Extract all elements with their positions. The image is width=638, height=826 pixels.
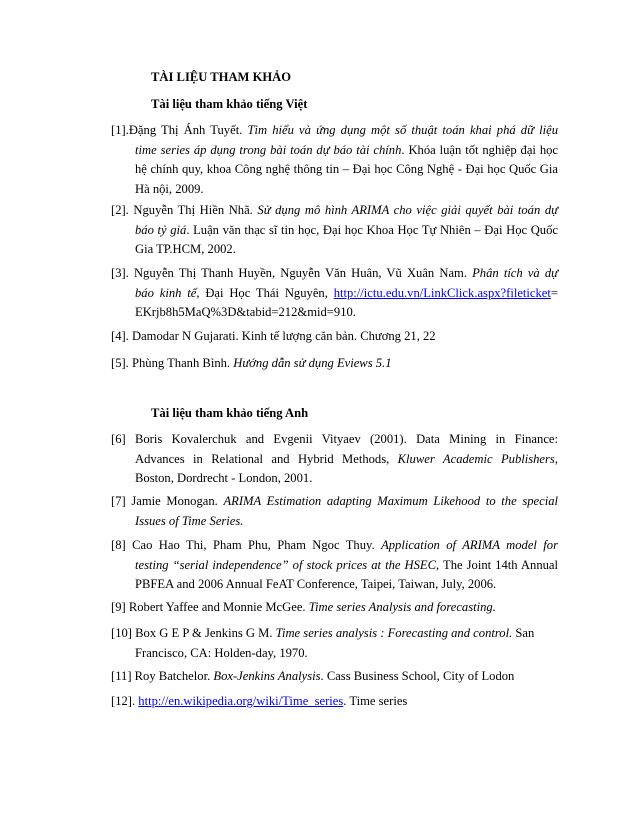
reference-6-line-3: Boston, Dordrecht - London, 2001. (135, 471, 313, 486)
section-heading-vietnamese: Tài liệu tham khảo tiếng Việt (151, 97, 308, 111)
reference-1-title: Tìm hiểu và ứng dụng một số thuật toán khai phá dữ liệu (247, 123, 558, 137)
reference-10-title: Time series analysis : Forecasting and control. (275, 626, 513, 640)
reference-2-line-3: Gia TP.HCM, 2002. (135, 242, 236, 257)
reference-2-line-2: báo tỷ giá. Luận văn thạc sĩ tin học, Đại học Khoa Học Tự Nhiên – Đại Học Quốc (135, 222, 558, 237)
reference-12 (111, 692, 558, 712)
reference-7 (111, 492, 558, 531)
reference-3-line-2: báo kinh tế, Đại Học Thái Nguyên, http://ictu.edu.vn/LinkClick.aspx?fileticket= (135, 285, 559, 300)
reference-2-line-1: [2]. Nguyễn Thị Hiền Nhã. Sử dụng mô hình ARIMA cho việc giải quyết bài toán dự (111, 203, 558, 217)
reference-11-line-1: [11] Roy Batchelor. Box-Jenkins Analysis. Cass Business School, City of Lodon (111, 669, 515, 683)
reference-6-publisher: Kluwer Academic Publishers (397, 451, 555, 466)
reference-3-link[interactable]: http://ictu.edu.vn/LinkClick.aspx?fileticket (333, 285, 551, 300)
reference-8-line-1: [8] Cao Hao Thi, Pham Phu, Pham Ngoc Thuy. Application of ARIMA model for (111, 538, 559, 552)
reference-10-line-2: Francisco, CA: Holden-day, 1970. (135, 645, 308, 660)
section-heading-english: Tài liệu tham khảo tiếng Anh (151, 406, 309, 420)
page-title: TÀI LIỆU THAM KHẢO (151, 70, 292, 84)
reference-3-line-3: EKrjb8h5MaQ%3D&tabid=212&mid=910. (135, 305, 356, 320)
reference-11 (111, 667, 558, 687)
reference-6-line-2: Advances in Relational and Hybrid Methods, Kluwer Academic Publishers, (135, 451, 558, 466)
reference-8-line-2: testing “serial independence” of stock prices at the HSEC, The Joint 14th Annual (135, 557, 558, 572)
reference-8-line-3: PBFEA and 2006 Annual FeAT Conference, Taipei, Taiwan, July, 2006. (135, 577, 497, 592)
reference-7-line-1: [7] Jamie Monogan. ARIMA Estimation adapting Maximum Likehood to the special (111, 494, 559, 508)
reference-12-line-1: [12]. http://en.wikipedia.org/wiki/Time_series. Time series (111, 694, 408, 708)
reference-1-line-4: Hà nội, 2009. (135, 181, 204, 196)
reference-9 (111, 598, 558, 618)
reference-4-line-1: [4]. Damodar N Gujarati. Kinh tế lượng căn bản. Chương 21, 22 (111, 329, 436, 343)
reference-1-line-3: hệ chính quy, khoa Công nghệ thông tin – Đại học Công Nghệ - Đại học Quốc Gia (135, 162, 558, 177)
reference-10 (111, 624, 558, 663)
reference-1 (111, 121, 558, 199)
reference-6 (111, 430, 558, 489)
reference-9-title: Time series Analysis and forecasting. (308, 600, 496, 614)
reference-2-title: Sử dụng mô hình ARIMA cho việc giải quyết bài toán dự (257, 203, 558, 217)
reference-3-line-1: [3]. Nguyễn Thị Thanh Huyền, Nguyễn Văn Huân, Vũ Xuân Nam. Phân tích và dự (111, 266, 558, 280)
reference-8-title: Application of ARIMA model for (381, 538, 559, 552)
reference-12-link[interactable]: http://en.wikipedia.org/wiki/Time_series (138, 694, 344, 708)
reference-3 (111, 264, 558, 323)
reference-1-line-1: [1].Đặng Thị Ánh Tuyết. Tìm hiểu và ứng dụng một số thuật toán khai phá dữ liệu (111, 123, 558, 137)
reference-5-title: Hướng dẫn sử dụng Eviews 5.1 (233, 356, 392, 370)
reference-2 (111, 201, 558, 260)
reference-5-line-1: [5]. Phùng Thanh Bình. Hướng dẫn sử dụng Eviews 5.1 (111, 356, 392, 370)
reference-11-title: Box-Jenkins Analysis (213, 669, 321, 683)
reference-6-line-1: [6] Boris Kovalerchuk and Evgenii Vityaev (2001). Data Mining in Finance: (111, 432, 558, 446)
reference-5 (111, 354, 558, 374)
reference-10-line-1: [10] Box G E P & Jenkins G M. Time series analysis : Forecasting and control. San (111, 626, 535, 640)
reference-3-title: Phân tích và dự (472, 266, 558, 280)
reference-1-line-2: time series áp dụng trong bài toán dự báo tài chính. Khóa luận tốt nghiệp đại học (135, 142, 559, 157)
reference-9-line-1: [9] Robert Yaffee and Monnie McGee. Time series Analysis and forecasting. (111, 600, 496, 614)
reference-4 (111, 327, 558, 347)
reference-7-title: ARIMA Estimation adapting Maximum Likehood to the special (223, 494, 559, 508)
reference-7-line-2: Issues of Time Series. (135, 513, 244, 528)
reference-8 (111, 536, 558, 595)
